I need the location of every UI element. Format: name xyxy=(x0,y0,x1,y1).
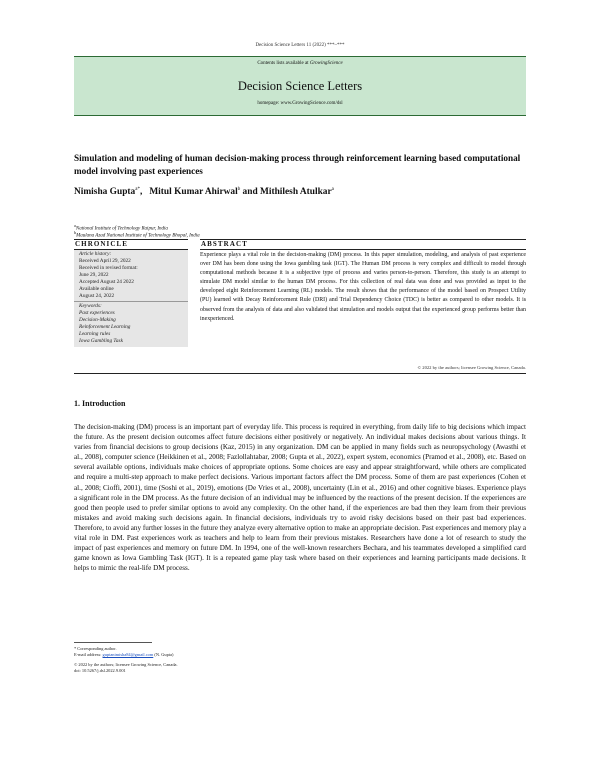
email-label: E-mail address: xyxy=(74,652,102,657)
affiliation-text: Maulana Azad National Institute of Technology Bhopal, India xyxy=(76,233,200,239)
section-heading: 1. Introduction xyxy=(74,399,126,408)
keyword: Iowa Gambling Task xyxy=(79,338,123,344)
abstract-text: Experience plays a vital role in the decision-making (DM) process. In this paper simulation, modeling, and analysis of past experience over DM has been done using the Iowa gambling task (IGT). The Human DM process is very complex and difficult to model through computational methods because it is a subjective type of process and varies person-to-person. Therefore, this study is an attempt to simulate DM model similar to the human DM process. For this collection of real data was done and was provided as input to the developed eight Reinforcement Learning (RL) models. The result shows that the performance of the model based on Prospect Utility (PU) learned with Decay Reinforcement Rule (DRI) and Trial Dependency Choice (TDC) is better as compared to other models. It is observed from the analysis of data and also validated that simulation and models output that the experienced group performs better than inexperienced. xyxy=(200,252,526,322)
keyword: Reinforcement Learning xyxy=(79,324,131,330)
keyword: Past experiences xyxy=(79,310,115,316)
info-separator xyxy=(74,301,188,302)
history-label: Article history: xyxy=(79,251,112,257)
email-suffix: (N. Gupta) xyxy=(154,652,174,657)
banner-bottom-rule xyxy=(74,115,526,116)
email-note xyxy=(74,652,173,657)
running-head: Decision Science Letters 11 (2022) ***–*** xyxy=(255,43,345,48)
author-sup: a* xyxy=(135,187,140,192)
journal-homepage[interactable]: homepage: www.GrowingScience.com/dsl xyxy=(257,101,343,106)
history-line: Received April 29, 2022 xyxy=(79,258,131,264)
article-info-box xyxy=(74,250,188,347)
history-line: June 29, 2022 xyxy=(79,272,109,278)
chronicle-heading: CHRONICLE xyxy=(75,240,129,248)
affiliation-sup: a xyxy=(74,223,76,228)
abstract-bottom-rule xyxy=(74,373,526,374)
journal-title: Decision Science Letters xyxy=(237,79,363,93)
journal-banner xyxy=(74,57,526,115)
author-name: Nimisha Gupta xyxy=(74,187,136,198)
corresponding-note: * Corresponding author. xyxy=(74,646,117,651)
author-sup: b xyxy=(237,187,241,192)
author-sup: a xyxy=(331,187,334,192)
doi-line[interactable]: doi: 10.5267/j.dsl.2022.9.001 xyxy=(74,668,126,673)
affiliation-text: National Institute of Technology Raipur, India xyxy=(75,226,168,232)
author-list xyxy=(74,187,334,197)
history-line: Available online xyxy=(79,286,114,292)
keywords-label: Keywords: xyxy=(79,303,102,309)
history-line: August 24, 2022 xyxy=(79,293,115,299)
contents-prefix: Contents lists available at xyxy=(257,61,309,66)
author-sep: and xyxy=(240,187,258,198)
abstract-heading: ABSTRACT xyxy=(201,240,248,248)
affiliation-sup: b xyxy=(74,230,77,235)
contents-line xyxy=(74,61,526,66)
author-sep: , xyxy=(139,187,143,198)
author-name: Mithilesh Atulkar xyxy=(260,187,332,198)
article-title: Simulation and modeling of human decision-making process through reinforcement learning based computational model involving past experiences xyxy=(74,153,521,176)
author-name: Mitul Kumar Ahirwal xyxy=(149,187,238,198)
history-line: Received in revised format: xyxy=(79,265,138,271)
introduction-text: The decision-making (DM) process is an important part of everyday life. This process is required in everything, from daily life to big decisions which impact the future. As the present decision outcomes affect future decisions either positively or negatively. An individual makes decisions about various things. It varies from financial decisions to group decisions (Kaz, 2015) in any organization. DM can be applied in many fields such as neuropsychology (Awasthi et al., 2008), computer science (Heikkinen et al., 2008; Fazlollahtabar, 2008; Gupta et al., 2022), expert system, economics (Pramod et al., 2008), etc. Based on several available options, individuals make choices of appropriate options. Some choices are easy and appear straightforward, while others are complicated and require a multi-step approach to make perfect decisions. Various important factors affect the DM process. Some of them are past experiences (Cohen et al., 2008; Cioffi, 2001), time (Soshi et al., 2019), emotions (De Vries et al., 2008), uncertainty (Lin et al., 2016) and other cognitive biases. Experience plays a significant role in the DM process. As the future decision of an individual may be influenced by the reactions of the present decision. If the experiences are good then people used to prefer similar options to avoid any complexity. On the other hand, if the experiences are bad then they learn from their previous mistakes and avoid making such decisions again. In financial decisions, individuals try to avoid risky decisions based on their past bad experiences. Therefore, to avoid any further losses in the future they analyze every alternative option to make an appropriate decision. Past experiences and memory play a vital role in DM. Past experiences work as teachers and help to learn from their previous mistakes. Researchers have done a lot of research to study the impact of past experiences and memory on future DM. In 1994, one of the well-known researchers Bechara, and his teammates developed a simplified card game known as Iowa Gambling Task (IGT). It is a repeated game play task where based on their experiences and learning participants made decisions. It helps to mimic the real-life DM process. xyxy=(74,423,526,573)
abstract-top-rule xyxy=(200,239,526,240)
keyword: Decision-Making xyxy=(79,317,116,323)
abstract-head-rule xyxy=(200,249,526,250)
publisher-link[interactable]: GrowingScience xyxy=(309,61,343,66)
abstract-copyright: © 2022 by the authors; licensee Growing Science, Canada. xyxy=(417,365,526,370)
footnote-rule xyxy=(74,642,152,643)
affiliation xyxy=(74,230,200,239)
email-link[interactable]: guptanimisha84@gmail.com xyxy=(102,652,154,657)
history-line: Accepted August 24 2022 xyxy=(79,279,134,285)
keyword: Learning rules xyxy=(79,331,111,337)
footnote-copyright: © 2022 by the authors; licensee Growing Science, Canada. xyxy=(74,662,178,667)
